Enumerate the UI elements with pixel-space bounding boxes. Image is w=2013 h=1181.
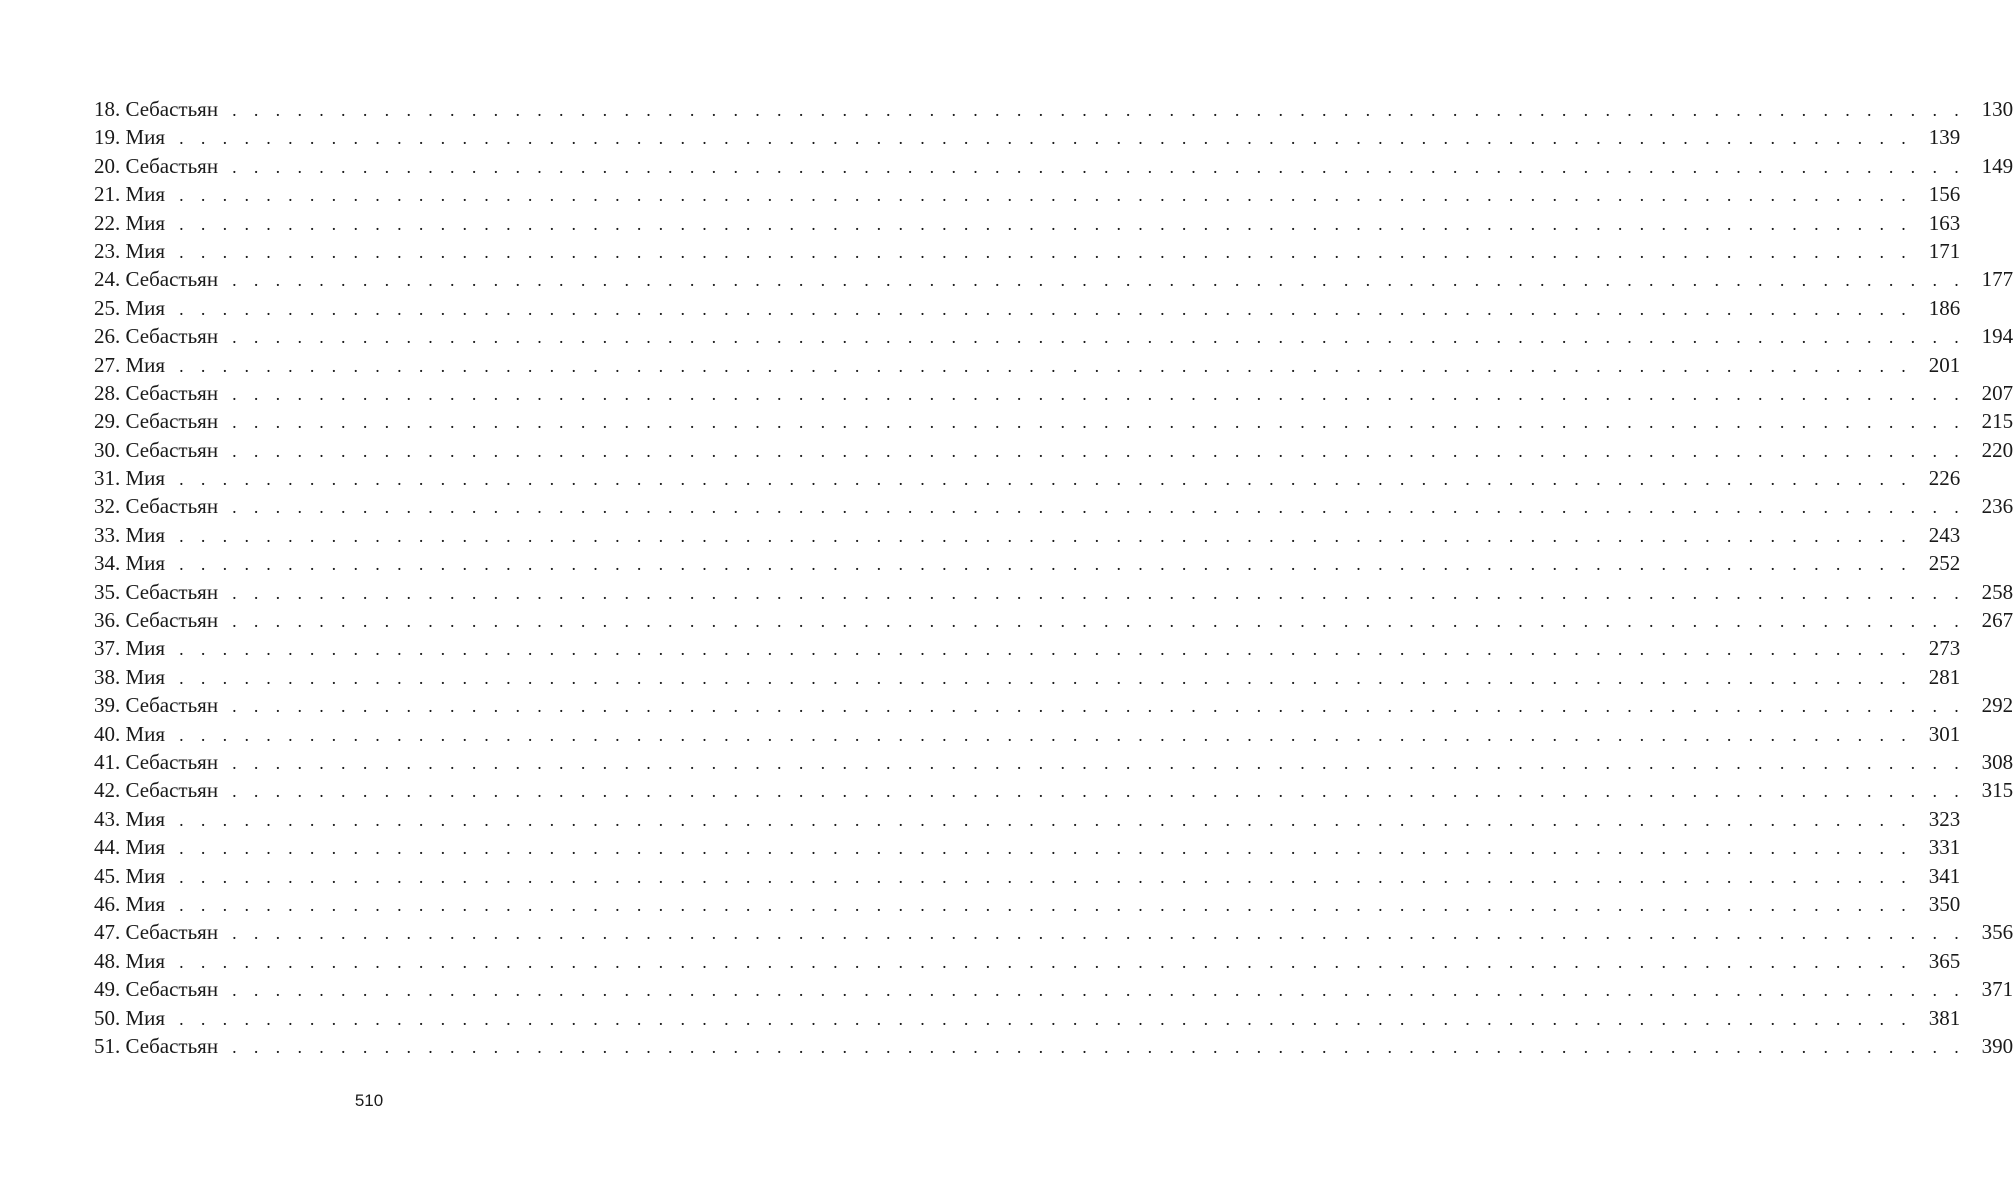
toc-entry-page: 215 [1981,409,2013,434]
toc-entry [94,663,1961,691]
toc-entry-title: 33. Мия [94,522,166,547]
toc-entry [94,265,2013,293]
toc-entry [94,123,1961,151]
toc-entry [94,180,1961,208]
toc-entry-page: 292 [1981,693,2013,718]
toc-entry [94,1032,2013,1060]
toc-entry [94,890,1961,918]
toc-dot-leader: . . . . . . . . . . . . . . . . . . . . . . . . . . . . . . . . . . . . . . . . . . . . . . . . . . . . . . . . . . . . . . . . . . . . . . . . . . . . . . . . [232,923,1966,944]
toc-dot-leader: . . . . . . . . . . . . . . . . . . . . . . . . . . . . . . . . . . . . . . . . . . . . . . . . . . . . . . . . . . . . . . . . . . . . . . . . . . . . . . . . [179,525,1913,546]
toc-entry-title: 34. Мия [94,551,166,576]
toc-entry-page: 171 [1928,238,1961,263]
toc-dot-leader: . . . . . . . . . . . . . . . . . . . . . . . . . . . . . . . . . . . . . . . . . . . . . . . . . . . . . . . . . . . . . . . . . . . . . . . . . . . . . . . . [179,639,1913,660]
toc-entry-page: 381 [1928,1005,1961,1030]
toc-entry-title: 28. Себастьян [94,380,219,405]
toc-entry-title: 47. Себастьян [94,920,219,945]
table-of-contents [94,95,2013,1060]
toc-entry-page: 149 [1981,153,2013,178]
toc-entry-page: 236 [1981,494,2013,519]
toc-entry [94,975,2013,1003]
toc-dot-leader: . . . . . . . . . . . . . . . . . . . . . . . . . . . . . . . . . . . . . . . . . . . . . . . . . . . . . . . . . . . . . . . . . . . . . . . . . . . . . . . . [179,894,1913,915]
toc-dot-leader: . . . . . . . . . . . . . . . . . . . . . . . . . . . . . . . . . . . . . . . . . . . . . . . . . . . . . . . . . . . . . . . . . . . . . . . . . . . . . . . . [179,355,1913,376]
toc-entry-page: 331 [1928,835,1961,860]
toc-entry-title: 21. Мия [94,182,166,207]
toc-entry [94,1004,1961,1032]
toc-dot-leader: . . . . . . . . . . . . . . . . . . . . . . . . . . . . . . . . . . . . . . . . . . . . . . . . . . . . . . . . . . . . . . . . . . . . . . . . . . . . . . . . [179,298,1913,319]
toc-dot-leader: . . . . . . . . . . . . . . . . . . . . . . . . . . . . . . . . . . . . . . . . . . . . . . . . . . . . . . . . . . . . . . . . . . . . . . . . . . . . . . . . [232,270,1966,291]
toc-entry-page: 243 [1928,522,1961,547]
toc-dot-leader: . . . . . . . . . . . . . . . . . . . . . . . . . . . . . . . . . . . . . . . . . . . . . . . . . . . . . . . . . . . . . . . . . . . . . . . . . . . . . . . . [232,383,1966,404]
toc-entry [94,436,2013,464]
toc-entry-title: 22. Мия [94,210,166,235]
toc-entry-title: 46. Мия [94,891,166,916]
toc-entry-page: 267 [1981,608,2013,633]
toc-entry [94,209,1961,237]
toc-entry-title: 37. Мия [94,636,166,661]
toc-entry [94,578,2013,606]
toc-entry-page: 341 [1928,863,1961,888]
toc-dot-leader: . . . . . . . . . . . . . . . . . . . . . . . . . . . . . . . . . . . . . . . . . . . . . . . . . . . . . . . . . . . . . . . . . . . . . . . . . . . . . . . . [232,440,1966,461]
toc-dot-leader: . . . . . . . . . . . . . . . . . . . . . . . . . . . . . . . . . . . . . . . . . . . . . . . . . . . . . . . . . . . . . . . . . . . . . . . . . . . . . . . . [179,724,1913,745]
toc-entry-title: 23. Мия [94,238,166,263]
toc-dot-leader: . . . . . . . . . . . . . . . . . . . . . . . . . . . . . . . . . . . . . . . . . . . . . . . . . . . . . . . . . . . . . . . . . . . . . . . . . . . . . . . . [232,752,1966,773]
toc-entry [94,634,1961,662]
toc-entry [94,351,1961,379]
toc-entry [94,549,1961,577]
toc-dot-leader: . . . . . . . . . . . . . . . . . . . . . . . . . . . . . . . . . . . . . . . . . . . . . . . . . . . . . . . . . . . . . . . . . . . . . . . . . . . . . . . . [232,980,1966,1001]
toc-entry-page: 315 [1981,778,2013,803]
toc-dot-leader: . . . . . . . . . . . . . . . . . . . . . . . . . . . . . . . . . . . . . . . . . . . . . . . . . . . . . . . . . . . . . . . . . . . . . . . . . . . . . . . . [179,667,1913,688]
toc-dot-leader: . . . . . . . . . . . . . . . . . . . . . . . . . . . . . . . . . . . . . . . . . . . . . . . . . . . . . . . . . . . . . . . . . . . . . . . . . . . . . . . . [232,696,1966,717]
toc-dot-leader: . . . . . . . . . . . . . . . . . . . . . . . . . . . . . . . . . . . . . . . . . . . . . . . . . . . . . . . . . . . . . . . . . . . . . . . . . . . . . . . . [232,327,1966,348]
toc-entry-title: 45. Мия [94,863,166,888]
toc-dot-leader: . . . . . . . . . . . . . . . . . . . . . . . . . . . . . . . . . . . . . . . . . . . . . . . . . . . . . . . . . . . . . . . . . . . . . . . . . . . . . . . . [232,497,1966,518]
toc-entry-title: 20. Себастьян [94,153,219,178]
toc-entry [94,521,1961,549]
toc-dot-leader: . . . . . . . . . . . . . . . . . . . . . . . . . . . . . . . . . . . . . . . . . . . . . . . . . . . . . . . . . . . . . . . . . . . . . . . . . . . . . . . . [179,185,1913,206]
toc-entry-title: 41. Себастьян [94,749,219,774]
toc-entry-page: 390 [1981,1033,2013,1058]
toc-entry-page: 308 [1981,749,2013,774]
toc-entry-page: 301 [1928,721,1961,746]
toc-entry-title: 26. Себастьян [94,324,219,349]
toc-entry-page: 194 [1981,324,2013,349]
toc-entry-title: 39. Себастьян [94,693,219,718]
toc-dot-leader: . . . . . . . . . . . . . . . . . . . . . . . . . . . . . . . . . . . . . . . . . . . . . . . . . . . . . . . . . . . . . . . . . . . . . . . . . . . . . . . . [232,156,1966,177]
toc-entry [94,379,2013,407]
toc-entry-page: 356 [1981,920,2013,945]
toc-dot-leader: . . . . . . . . . . . . . . . . . . . . . . . . . . . . . . . . . . . . . . . . . . . . . . . . . . . . . . . . . . . . . . . . . . . . . . . . . . . . . . . . [232,1036,1966,1057]
toc-dot-leader: . . . . . . . . . . . . . . . . . . . . . . . . . . . . . . . . . . . . . . . . . . . . . . . . . . . . . . . . . . . . . . . . . . . . . . . . . . . . . . . . [232,582,1966,603]
toc-dot-leader: . . . . . . . . . . . . . . . . . . . . . . . . . . . . . . . . . . . . . . . . . . . . . . . . . . . . . . . . . . . . . . . . . . . . . . . . . . . . . . . . [179,866,1913,887]
toc-entry-title: 44. Мия [94,835,166,860]
toc-entry [94,918,2013,946]
toc-entry-page: 350 [1928,891,1961,916]
toc-entry-title: 30. Себастьян [94,437,219,462]
toc-entry-title: 38. Мия [94,664,166,689]
toc-entry [94,805,1961,833]
toc-dot-leader: . . . . . . . . . . . . . . . . . . . . . . . . . . . . . . . . . . . . . . . . . . . . . . . . . . . . . . . . . . . . . . . . . . . . . . . . . . . . . . . . [179,951,1913,972]
toc-entry-title: 50. Мия [94,1005,166,1030]
page-number: 510 [354,1091,384,1110]
toc-dot-leader: . . . . . . . . . . . . . . . . . . . . . . . . . . . . . . . . . . . . . . . . . . . . . . . . . . . . . . . . . . . . . . . . . . . . . . . . . . . . . . . . [179,1008,1913,1029]
toc-entry-page: 226 [1928,466,1961,491]
toc-entry [94,322,2013,350]
toc-entry [94,464,1961,492]
toc-entry-title: 19. Мия [94,125,166,150]
toc-entry [94,691,2013,719]
toc-entry [94,862,1961,890]
toc-entry-title: 32. Себастьян [94,494,219,519]
toc-entry-page: 365 [1928,948,1961,973]
toc-entry-page: 281 [1928,664,1961,689]
toc-entry-title: 48. Мия [94,948,166,973]
toc-entry-title: 36. Себастьян [94,608,219,633]
toc-entry-page: 252 [1928,551,1961,576]
toc-entry [94,776,2013,804]
toc-entry-page: 273 [1928,636,1961,661]
toc-dot-leader: . . . . . . . . . . . . . . . . . . . . . . . . . . . . . . . . . . . . . . . . . . . . . . . . . . . . . . . . . . . . . . . . . . . . . . . . . . . . . . . . [179,469,1913,490]
toc-entry-title: 42. Себастьян [94,778,219,803]
toc-dot-leader: . . . . . . . . . . . . . . . . . . . . . . . . . . . . . . . . . . . . . . . . . . . . . . . . . . . . . . . . . . . . . . . . . . . . . . . . . . . . . . . . [232,781,1966,802]
toc-entry-page: 130 [1981,97,2013,121]
toc-entry [94,407,2013,435]
toc-entry [94,947,1961,975]
toc-entry [94,492,2013,520]
toc-entry-page: 371 [1981,977,2013,1002]
toc-entry-title: 35. Себастьян [94,579,219,604]
toc-entry-page: 139 [1928,125,1961,150]
toc-entry-page: 156 [1928,182,1961,207]
toc-entry-title: 29. Себастьян [94,409,219,434]
toc-dot-leader: . . . . . . . . . . . . . . . . . . . . . . . . . . . . . . . . . . . . . . . . . . . . . . . . . . . . . . . . . . . . . . . . . . . . . . . . . . . . . . . . [232,100,1966,120]
toc-entry [94,294,1961,322]
toc-entry-title: 40. Мия [94,721,166,746]
toc-dot-leader: . . . . . . . . . . . . . . . . . . . . . . . . . . . . . . . . . . . . . . . . . . . . . . . . . . . . . . . . . . . . . . . . . . . . . . . . . . . . . . . . [179,809,1913,830]
toc-entry-page: 201 [1928,352,1961,377]
toc-dot-leader: . . . . . . . . . . . . . . . . . . . . . . . . . . . . . . . . . . . . . . . . . . . . . . . . . . . . . . . . . . . . . . . . . . . . . . . . . . . . . . . . [179,554,1913,575]
toc-entry-title: 18. Себастьян [94,97,219,121]
toc-entry-page: 207 [1981,380,2013,405]
toc-entry [94,606,2013,634]
toc-entry-title: 24. Себастьян [94,267,219,292]
toc-entry-title: 49. Себастьян [94,977,219,1002]
toc-entry-title: 43. Мия [94,806,166,831]
toc-entry [94,95,2013,123]
toc-dot-leader: . . . . . . . . . . . . . . . . . . . . . . . . . . . . . . . . . . . . . . . . . . . . . . . . . . . . . . . . . . . . . . . . . . . . . . . . . . . . . . . . [179,128,1913,149]
toc-entry-page: 323 [1928,806,1961,831]
toc-dot-leader: . . . . . . . . . . . . . . . . . . . . . . . . . . . . . . . . . . . . . . . . . . . . . . . . . . . . . . . . . . . . . . . . . . . . . . . . . . . . . . . . [179,241,1913,262]
toc-entry [94,720,1961,748]
toc-entry [94,152,2013,180]
toc-entry [94,748,2013,776]
toc-entry-title: 27. Мия [94,352,166,377]
toc-entry-page: 177 [1981,267,2013,292]
toc-entry [94,237,1961,265]
toc-entry-title: 31. Мия [94,466,166,491]
toc-entry-page: 163 [1928,210,1961,235]
toc-dot-leader: . . . . . . . . . . . . . . . . . . . . . . . . . . . . . . . . . . . . . . . . . . . . . . . . . . . . . . . . . . . . . . . . . . . . . . . . . . . . . . . . [232,611,1966,632]
toc-entry-page: 258 [1981,579,2013,604]
toc-entry-title: 25. Мия [94,295,166,320]
toc-entry-page: 186 [1928,295,1961,320]
toc-entry-title: 51. Себастьян [94,1033,219,1058]
toc-dot-leader: . . . . . . . . . . . . . . . . . . . . . . . . . . . . . . . . . . . . . . . . . . . . . . . . . . . . . . . . . . . . . . . . . . . . . . . . . . . . . . . . [179,213,1913,234]
toc-entry-page: 220 [1981,437,2013,462]
toc-dot-leader: . . . . . . . . . . . . . . . . . . . . . . . . . . . . . . . . . . . . . . . . . . . . . . . . . . . . . . . . . . . . . . . . . . . . . . . . . . . . . . . . [232,412,1966,433]
toc-dot-leader: . . . . . . . . . . . . . . . . . . . . . . . . . . . . . . . . . . . . . . . . . . . . . . . . . . . . . . . . . . . . . . . . . . . . . . . . . . . . . . . . [179,838,1913,859]
toc-entry [94,833,1961,861]
